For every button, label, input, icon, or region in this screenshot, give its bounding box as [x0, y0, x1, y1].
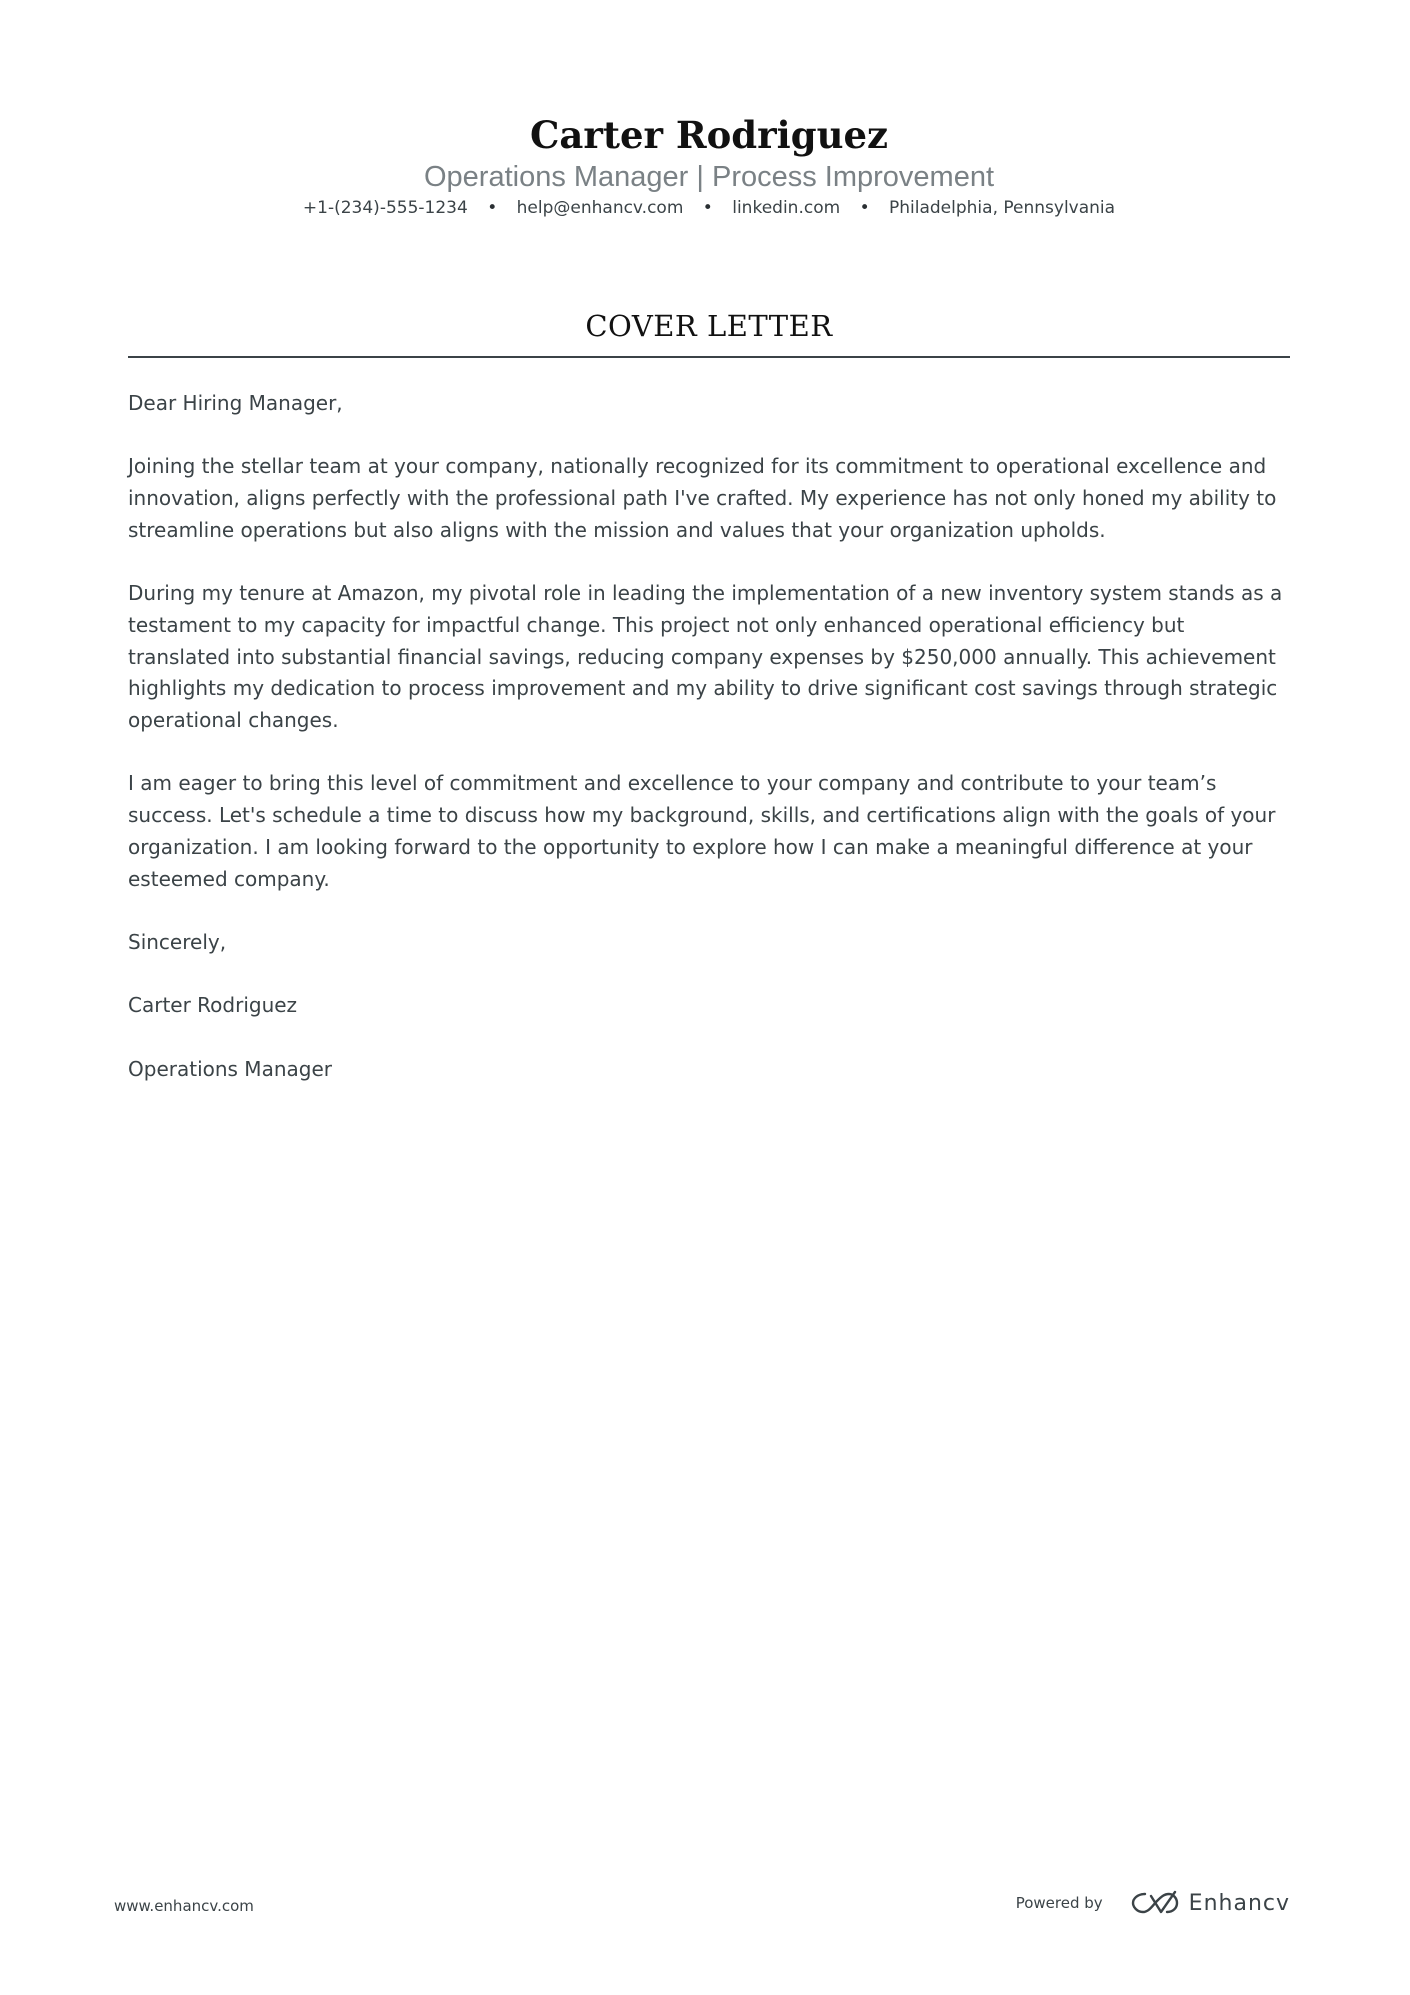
- section-divider: [128, 356, 1290, 358]
- section-title: COVER LETTER: [585, 309, 833, 343]
- contact-linkedin[interactable]: linkedin.com: [732, 198, 841, 218]
- letter-paragraph: During my tenure at Amazon, my pivotal role in leading the implementation of a new inventory system stands as a testament to my capacity for impactful change. This project not only enhanced operational efficiency but translated into substantial financial savings, reducing company expenses by $250,000 annually. This achievement highlights my dedication to process improvement and my ability to drive significant cost savings through strategic operational changes.: [128, 581, 1283, 732]
- powered-by-label: Powered by: [1015, 1894, 1103, 1912]
- letter-paragraph: Joining the stellar team at your company, nationally recognized for its commitment to operational excellence and innovation, aligns perfectly with the professional path I've crafted. My experience has not only honed my ability to streamline operations but also aligns with the mission and values that your organization upholds.: [128, 454, 1277, 542]
- candidate-role: Operations Manager | Process Improvement: [423, 161, 995, 193]
- footer-website[interactable]: www.enhancv.com: [114, 1897, 254, 1915]
- letter-body: [128, 388, 1290, 1117]
- contact-location: Philadelphia, Pennsylvania: [889, 198, 1116, 218]
- contact-email[interactable]: help@enhancv.com: [516, 198, 684, 218]
- contact-separator: •: [859, 198, 870, 218]
- candidate-name: Carter Rodriguez: [529, 113, 889, 157]
- enhancv-logo-icon: [1131, 1890, 1179, 1916]
- contact-separator: •: [702, 198, 713, 218]
- footer-branding[interactable]: [1016, 1890, 1290, 1916]
- header: [128, 112, 1290, 220]
- letter-closing: Sincerely,: [128, 929, 227, 954]
- enhancv-logo-text: Enhancv: [1188, 1890, 1290, 1916]
- letter-paragraph: I am eager to bring this level of commitment and excellence to your company and contribute to your team’s success. Let's schedule a time to discuss how my background, skills, and certifications align with the goals of your organization. I am looking forward to the opportunity to explore how I can make a meaningful difference at your esteemed company.: [128, 771, 1276, 891]
- contact-phone: +1-(234)-555-1234: [302, 198, 468, 218]
- contact-separator: •: [487, 198, 498, 218]
- signature-name: Carter Rodriguez: [128, 993, 298, 1018]
- letter-greeting: Dear Hiring Manager,: [128, 391, 343, 415]
- contact-line: [128, 196, 1290, 220]
- signature-title: Operations Manager: [128, 1056, 332, 1081]
